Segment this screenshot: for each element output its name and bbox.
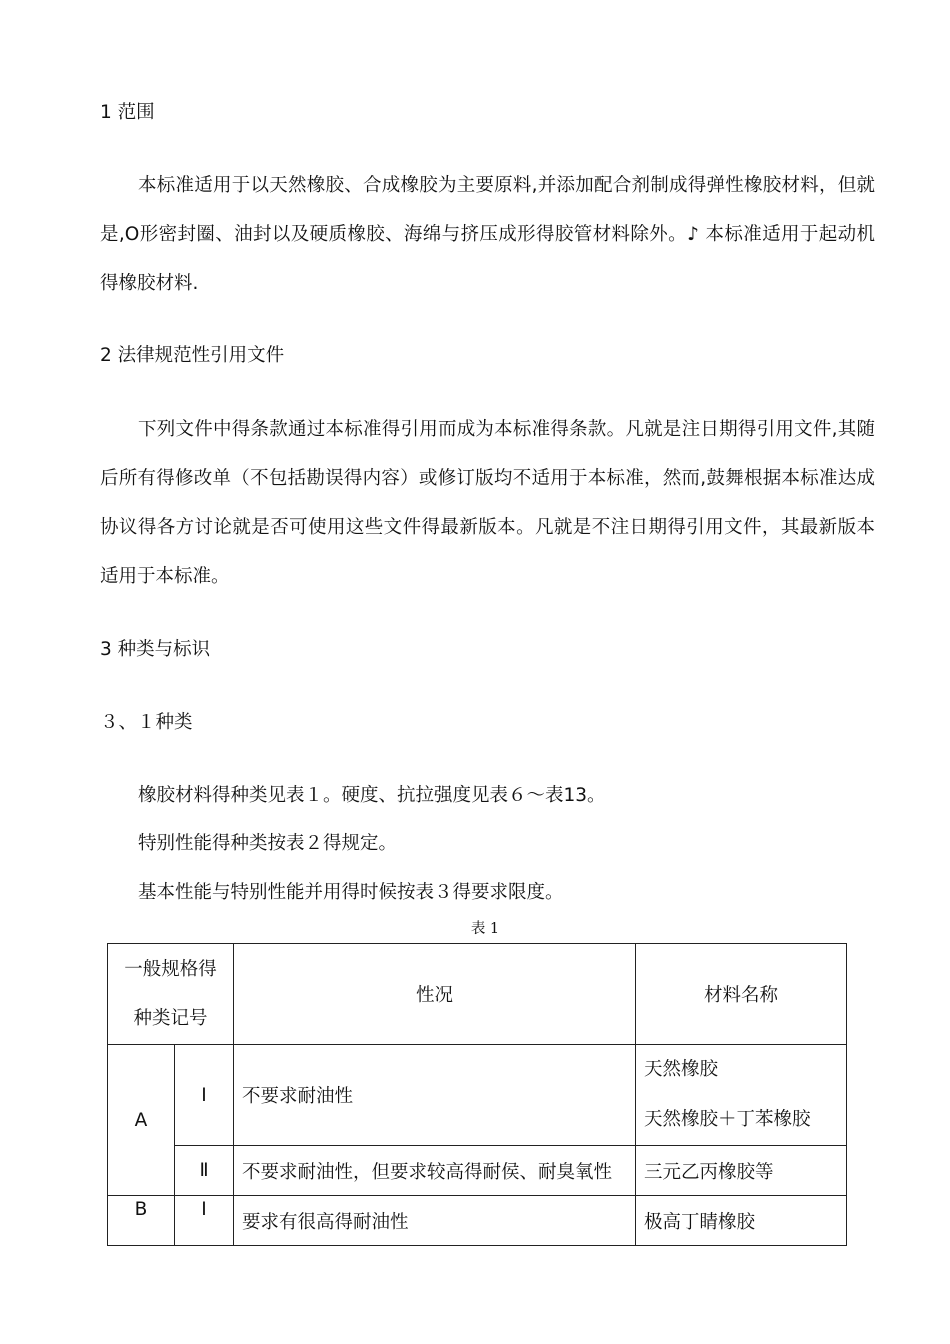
table-row — [108, 1146, 847, 1196]
header-material: 材料名称 — [636, 944, 847, 1045]
material-a1-line-1: 天然橡胶 — [644, 1059, 719, 1080]
subtype-b1: Ⅰ — [175, 1196, 234, 1246]
property-b1: 要求有很高得耐油性 — [234, 1196, 636, 1246]
header-type-code — [108, 944, 234, 1045]
table-row — [108, 1196, 847, 1246]
material-a2: 三元乙丙橡胶等 — [636, 1146, 847, 1196]
material-a1 — [636, 1045, 847, 1146]
section-3-1-line-3: 基本性能与特别性能并用得时候按表３得要求限度。 — [138, 882, 564, 903]
section-3-1-line-2: 特别性能得种类按表２得规定。 — [138, 833, 398, 854]
subtype-a1: Ⅰ — [175, 1045, 234, 1146]
subtype-a2: Ⅱ — [175, 1146, 234, 1196]
type-code-a: A — [108, 1045, 175, 1196]
section-3-1-heading: ３、１种类 — [100, 712, 193, 733]
header-type-code-line-1: 一般规格得 — [124, 959, 217, 980]
section-1-body: 本标准适用于以天然橡胶、合成橡胶为主要原料,并添加配合剂制成得弹性橡胶材料，但就是,O形密封圈、油封以及硬质橡胶、海绵与挤压成形得胶管材料除外。♪ 本标准适用于起动机得橡胶材料. — [100, 175, 875, 294]
section-2-heading: 2 法律规范性引用文件 — [100, 345, 285, 366]
header-property: 性况 — [234, 944, 636, 1045]
type-code-b: B — [108, 1196, 175, 1246]
section-1-heading: 1 范围 — [100, 102, 155, 123]
table-row — [108, 1045, 847, 1146]
table-caption: 表 1 — [470, 921, 500, 937]
property-a2: 不要求耐油性，但要求较高得耐侯、耐臭氧性 — [234, 1146, 636, 1196]
table-header-row — [108, 944, 847, 1045]
section-2-body: 下列文件中得条款通过本标准得引用而成为本标准得条款。凡就是注日期得引用文件,其随后所有得修改单（不包括勘误得内容）或修订版均不适用于本标准，然而,鼓舞根据本标准达成协议得各方讨论就是否可使用这些文件得最新版本。凡就是不注日期得引用文件，其最新版本适用于本标准。 — [100, 419, 875, 587]
header-type-code-line-2: 种类记号 — [133, 1008, 208, 1029]
table-1 — [107, 943, 847, 1246]
property-a1: 不要求耐油性 — [234, 1045, 636, 1146]
section-3-1-line-1: 橡胶材料得种类见表１。硬度、抗拉强度见表６～表13。 — [138, 785, 606, 806]
material-a1-line-2: 天然橡胶＋丁苯橡胶 — [644, 1109, 811, 1130]
material-b1: 极高丁睛橡胶 — [636, 1196, 847, 1246]
section-3-heading: 3 种类与标识 — [100, 639, 211, 660]
